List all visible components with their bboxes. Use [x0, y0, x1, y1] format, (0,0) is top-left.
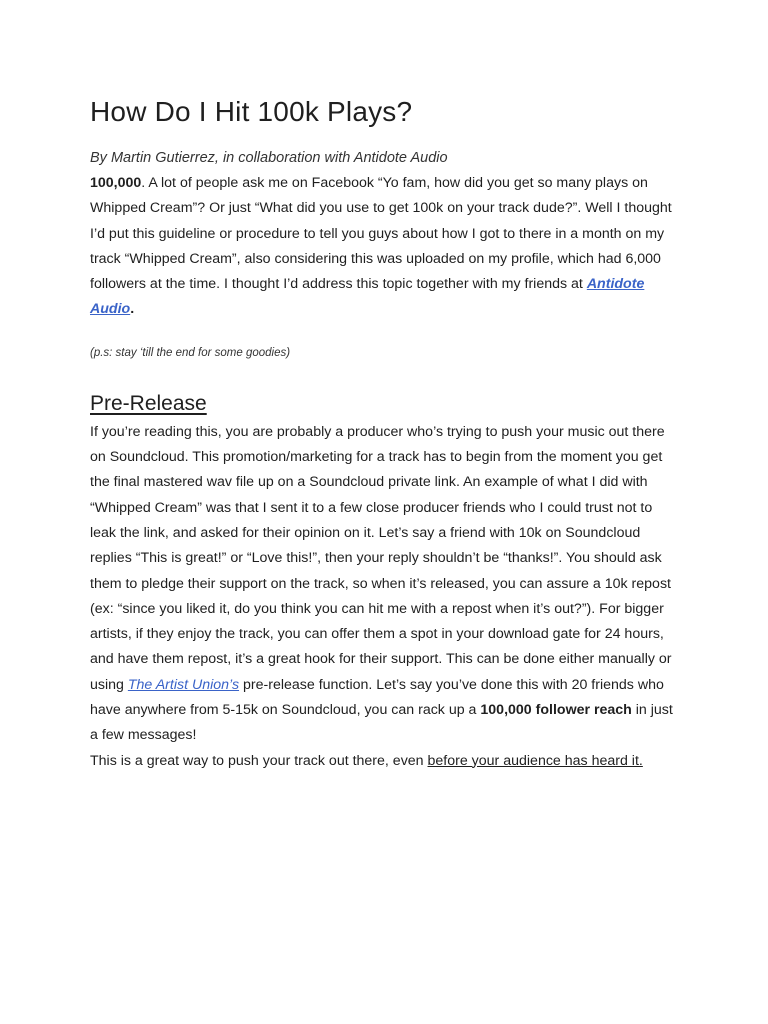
article: [90, 92, 680, 774]
closing-text: This is a great way to push your track out there, even: [90, 752, 428, 769]
intro-end: .: [130, 301, 135, 318]
section-heading-pre-release: Pre-Release: [90, 391, 207, 415]
pre-release-paragraph: [90, 420, 680, 749]
intro-paragraph: [90, 171, 680, 323]
intro-lead-bold: 100,000: [90, 175, 142, 191]
closing-paragraph: [90, 749, 680, 774]
ps-note: (p.s: stay ‘till the end for some goodies): [90, 346, 291, 359]
pre-release-text-cont: pre-release function. Let’s say you’ve done this with 20 friends who have anywhere from 5-15k on Soundcloud, you can rack up a: [90, 676, 664, 719]
byline: By Martin Gutierrez, in collaboration with Antidote Audio: [90, 150, 448, 166]
intro-text: . A lot of people ask me on Facebook “Yo fam, how did you get so many plays on Whipped Cream”? Or just “What did you use to get 100k on your track dude?”. Well I thought I’d put this guideline or procedure to tell you guys about how I got to there in a month on my track “Whipped Cream”, also considering this was uploaded on my profile, which had 6,000 followers at the time. I thought I’d address this topic together with my friends at: [90, 175, 672, 293]
closing-underlined: before your audience has heard it.: [427, 752, 643, 769]
pre-release-text-end: in just a few messages!: [90, 702, 673, 744]
page-title: How Do I Hit 100k Plays?: [90, 96, 413, 127]
antidote-audio-link[interactable]: Antidote Audio: [90, 276, 645, 318]
pre-release-text: If you’re reading this, you are probably a producer who’s trying to push your music out there on Soundcloud. This promotion/marketing for a track has to begin from the moment you get the final mastered wav file up on a Soundcloud private link. An example of what I did with “Whipped Cream” was that I sent it to a few close producer friends who I could trust not to leak the link, and asked for their opinion on it. Let’s say a friend with 10k on Soundcloud replies “This is great!” or “Love this!”, then your reply shouldn’t be “thanks!”. You should ask them to pledge their support on the track, so when it’s released, you can assure a 10k repost (ex: “since you liked it, do you think you can hit me with a repost when it’s out?”). For bigger artists, if they enjoy the track, you can offer them a spot in your download gate for 24 hours, and have them repost, it’s a great hook for their support. This can be done either manually or using: [90, 423, 672, 693]
artist-union-link[interactable]: The Artist Union’s: [127, 676, 240, 693]
follower-reach-bold: 100,000 follower reach: [480, 702, 632, 719]
